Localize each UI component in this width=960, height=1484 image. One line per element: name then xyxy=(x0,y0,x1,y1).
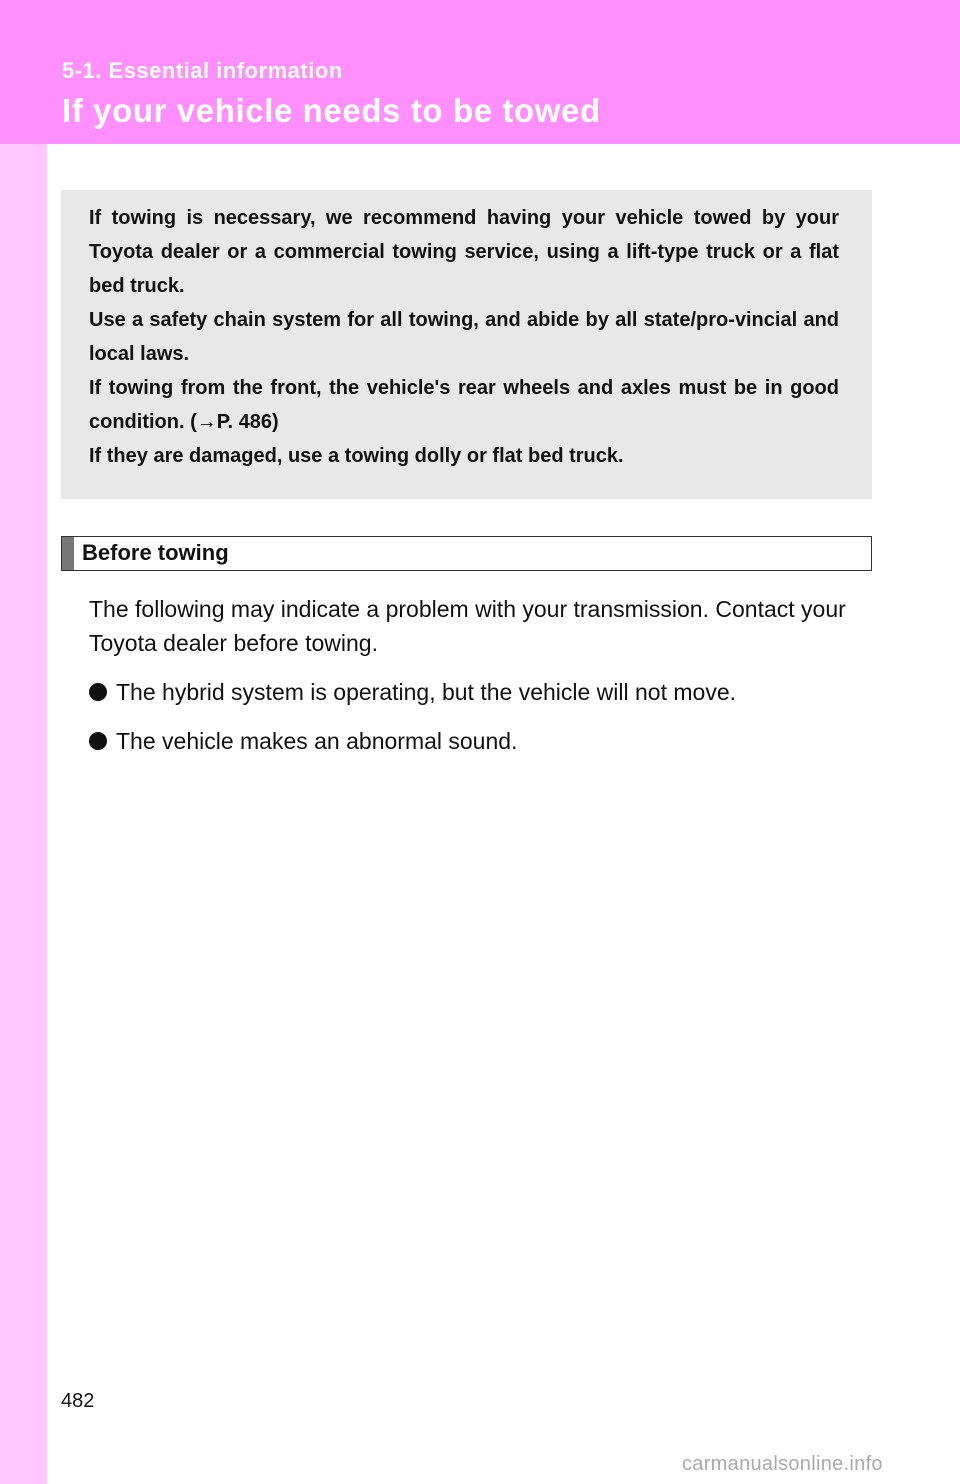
side-color-band xyxy=(0,0,47,1484)
section-body-text: The following may indicate a problem with your transmission. Contact your Toyota dealer before towing. xyxy=(89,596,846,656)
intro-paragraph: If they are damaged, use a towing dolly or flat bed truck. xyxy=(89,445,624,467)
list-item xyxy=(89,724,517,758)
page-header xyxy=(0,0,960,144)
page-title: If your vehicle needs to be towed xyxy=(62,92,601,129)
list-item-text: The hybrid system is operating, but the vehicle will not move. xyxy=(116,679,737,705)
list-item xyxy=(89,675,736,709)
intro-paragraph: Use a safety chain system for all towing, and abide by all state/pro-vincial and local laws. xyxy=(89,309,839,365)
subheading-box xyxy=(61,536,872,571)
page-number: 482 xyxy=(61,1390,95,1412)
subheading-title: Before towing xyxy=(82,540,229,565)
intro-paragraph: If towing is necessary, we recommend having your vehicle towed by your Toyota dealer or a commercial towing service, using a lift-type truck or a flat bed truck. xyxy=(89,207,839,297)
section-label: 5-1. Essential information xyxy=(62,58,343,83)
bullet-icon xyxy=(89,732,107,750)
list-item-text: The vehicle makes an abnormal sound. xyxy=(116,728,518,754)
subheading-marker xyxy=(62,537,74,570)
watermark: carmanualsonline.info xyxy=(682,1453,883,1475)
intro-text xyxy=(89,201,839,473)
bullet-icon xyxy=(89,683,107,701)
intro-paragraph: If towing from the front, the vehicle's rear wheels and axles must be in good condition. (→P. 486) xyxy=(89,377,839,433)
